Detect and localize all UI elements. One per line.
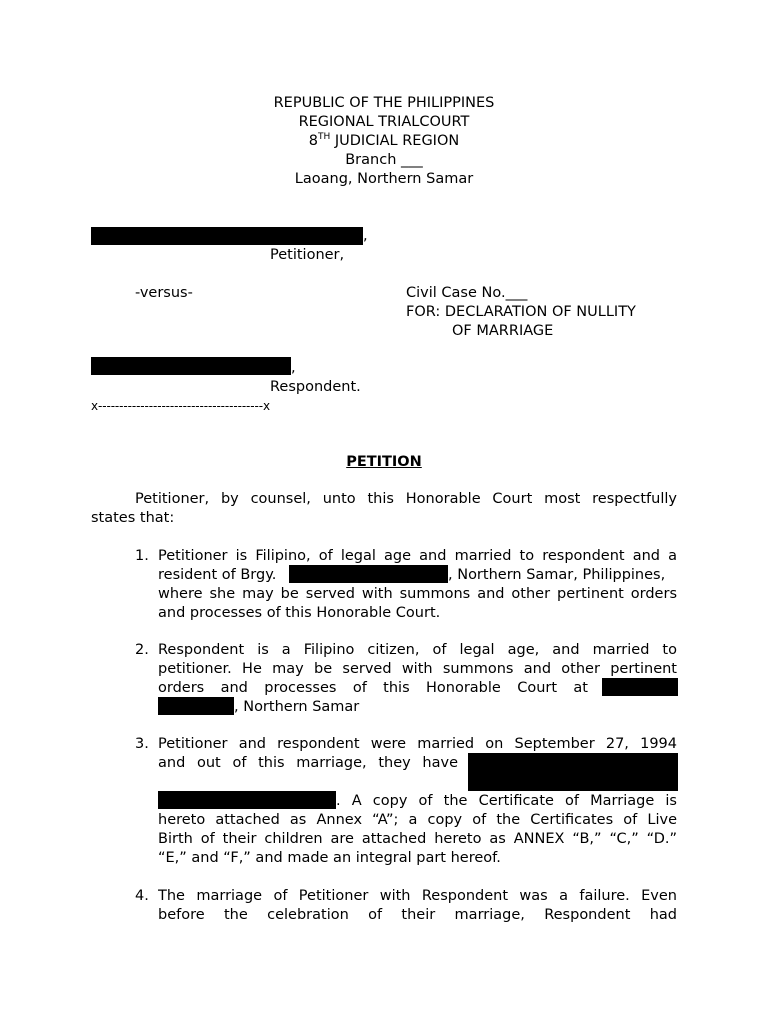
item-4-line-2: before the celebration of their marriage, Respondent had — [158, 907, 677, 923]
item-1-line-2b: , Northern Samar, Philippines, — [448, 567, 666, 583]
region-number: 8 — [308, 133, 318, 149]
item-2-line-2: petitioner. He may be served with summons and other pertinent — [158, 661, 677, 677]
region-text: JUDICIAL REGION — [330, 133, 460, 149]
item-1-line-3: where she may be served with summons and other pertinent orders — [158, 586, 677, 602]
intro-line-1: Petitioner, by counsel, unto this Honorable Court most respectfully — [135, 491, 677, 507]
court-header-location: Laoang, Northern Samar — [294, 171, 474, 187]
case-for-line-2: OF MARRIAGE — [452, 323, 554, 339]
caption-separator: x---------------------------------------x — [91, 399, 270, 413]
item-3-line-6: “E,” and “F,” and made an integral part hereof. — [158, 850, 501, 866]
item-1-line-4: and processes of this Honorable Court. — [158, 605, 441, 621]
court-header-region — [0, 132, 768, 151]
item-4-line-1: The marriage of Petitioner with Respondent was a failure. Even — [158, 888, 677, 904]
civil-case-number: Civil Case No.___ — [406, 285, 528, 301]
redacted-respondent-name — [91, 357, 291, 375]
item-1-line-2a: resident of Brgy. — [158, 567, 277, 583]
item-number: 2. — [135, 642, 149, 658]
redacted-children-details — [468, 753, 678, 791]
item-2-line-3: orders and processes of this Honorable Court at — [158, 680, 588, 696]
item-3-line-3: . A copy of the Certificate of Marriage is — [336, 793, 677, 809]
petitioner-label: Petitioner, — [270, 247, 345, 263]
item-3-line-4: hereto attached as Annex “A”; a copy of the Certificates of Live — [158, 812, 677, 828]
intro-line-2: states that: — [91, 510, 175, 526]
item-2-line-4: , Northern Samar — [234, 699, 360, 715]
item-3-line-2: and out of this marriage, they have — [158, 755, 458, 771]
item-number: 1. — [135, 548, 149, 564]
court-header-republic: REPUBLIC OF THE PHILIPPINES — [273, 95, 495, 111]
respondent-label: Respondent. — [270, 379, 361, 395]
item-2-line-1: Respondent is a Filipino citizen, of legal age, and married to — [158, 642, 677, 658]
redacted-address-part-1 — [602, 678, 678, 696]
court-header-branch: Branch ___ — [345, 152, 423, 168]
region-suffix: TH — [318, 132, 331, 142]
item-3-line-5: Birth of their children are attached hereto as ANNEX “B,” “C,” “D.” — [158, 831, 677, 847]
item-number: 4. — [135, 888, 149, 904]
respondent-comma: , — [291, 360, 296, 376]
petitioner-comma: , — [363, 228, 368, 244]
item-3-line-1: Petitioner and respondent were married on September 27, 1994 — [158, 736, 677, 752]
item-1-line-1: Petitioner is Filipino, of legal age and married to respondent and a — [158, 548, 677, 564]
redacted-address-part-2 — [158, 697, 234, 715]
versus-label: -versus- — [135, 285, 193, 301]
document-title: PETITION — [346, 454, 422, 470]
redacted-barangay — [289, 565, 448, 583]
redacted-children-details-cont — [158, 791, 336, 809]
item-number: 3. — [135, 736, 149, 752]
court-header-court: REGIONAL TRIALCOURT — [298, 114, 470, 130]
redacted-petitioner-name — [91, 227, 363, 245]
case-for-line: FOR: DECLARATION OF NULLITY — [406, 304, 636, 320]
